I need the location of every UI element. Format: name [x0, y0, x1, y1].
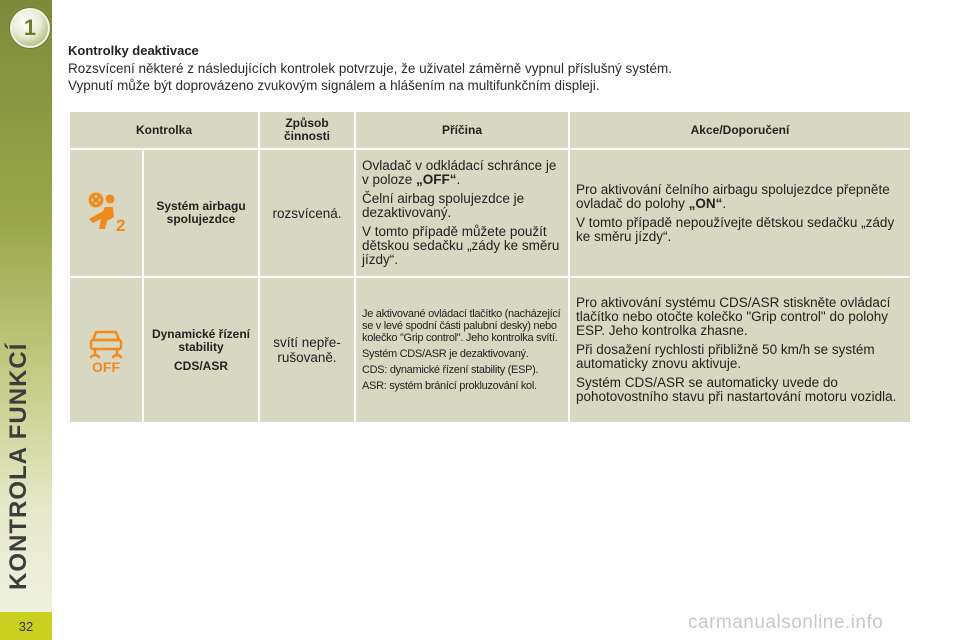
esp-off-icon: [86, 326, 126, 374]
chapter-number: 1: [23, 15, 37, 40]
table-cell-icon: [70, 150, 142, 276]
section-heading: Kontrolky deaktivace: [68, 43, 199, 58]
cause-line: Čelní airbag spolujezdce je dezaktivovaný.: [362, 191, 525, 220]
system-name: Systém airbagu spolujezdce: [156, 199, 246, 226]
system-name: Dynamické řízení stability: [151, 326, 251, 354]
action-line: Pro aktivování systému CDS/ASR stiskněte ovládací tlačítko nebo otočte kolečko "Grip control" do polohy ESP. Jeho kontrolka zhasne.: [576, 295, 891, 338]
cause-line: Ovladač v odkládací schránce je v poloze „OFF“.: [362, 158, 557, 187]
intro-text: [68, 60, 928, 94]
warning-lights-table: [68, 112, 912, 422]
action-line: Při dosažení rychlosti přibližně 50 km/h se systém automaticky znovu aktivuje.: [576, 342, 875, 371]
table-row: [70, 150, 910, 276]
cause-line: CDS: dynamické řízení stability (ESP).: [362, 364, 539, 376]
svg-text:2: 2: [116, 216, 126, 235]
table-cell-cause: [356, 150, 568, 276]
cause-line: Je aktivované ovládací tlačítko (nacházející se v levé spodní části palubní desky) nebo kolečko "Grip control". Jeho kontrolka svítí.: [362, 308, 561, 344]
watermark: carmanualsonline.info: [688, 612, 884, 633]
table-header-row: [70, 112, 910, 148]
cause-line: V tomto případě můžete použít dětskou sedačku „zády ke směru jízdy“.: [362, 224, 560, 267]
table-cell-icon: [70, 278, 142, 422]
header-pricina: Příčina: [356, 112, 568, 148]
table-cell-mode: svítí nepře-rušovaně.: [260, 278, 354, 422]
header-kontrolka: Kontrolka: [70, 112, 258, 148]
action-line: Systém CDS/ASR se automaticky uvede do pohotovostního stavu při nastartování motoru vozidla.: [576, 375, 897, 404]
table-cell-name: [144, 150, 258, 276]
esp-off-label: OFF: [92, 359, 120, 374]
table-cell-name: [144, 278, 258, 422]
table-cell-action: [570, 150, 910, 276]
action-line: Pro aktivování čelního airbagu spolujezdce přepněte ovladač do polohy „ON“.: [576, 181, 890, 211]
header-akce: Akce/Doporučení: [570, 112, 910, 148]
intro-line: Rozsvícení některé z následujících kontrolek potvrzuje, že uživatel záměrně vypnul příslušný systém.: [68, 61, 673, 76]
chapter-title: KONTROLA FUNKCÍ: [5, 342, 32, 590]
passenger-airbag-off-icon: [83, 191, 129, 235]
chapter-badge: [10, 8, 50, 48]
cause-line: ASR: systém bránící prokluzování kol.: [362, 380, 537, 392]
header-zpusob: Způsob činnosti: [260, 112, 354, 148]
action-line: V tomto případě nepoužívejte dětskou sedačku „zády ke směru jízdy“.: [576, 214, 895, 244]
intro-line: Vypnutí může být doprovázeno zvukovým signálem a hlášením na multifunkčním displeji.: [68, 78, 600, 93]
sidebar: [0, 0, 52, 640]
table-row: [70, 278, 910, 422]
table-cell-mode: rozsvícená.: [260, 150, 354, 276]
cause-line: Systém CDS/ASR je dezaktivovaný.: [362, 348, 529, 360]
system-abbreviation: CDS/ASR: [173, 358, 228, 373]
table-cell-cause: [356, 278, 568, 422]
page-number: 32: [0, 612, 52, 640]
table-cell-action: [570, 278, 910, 422]
